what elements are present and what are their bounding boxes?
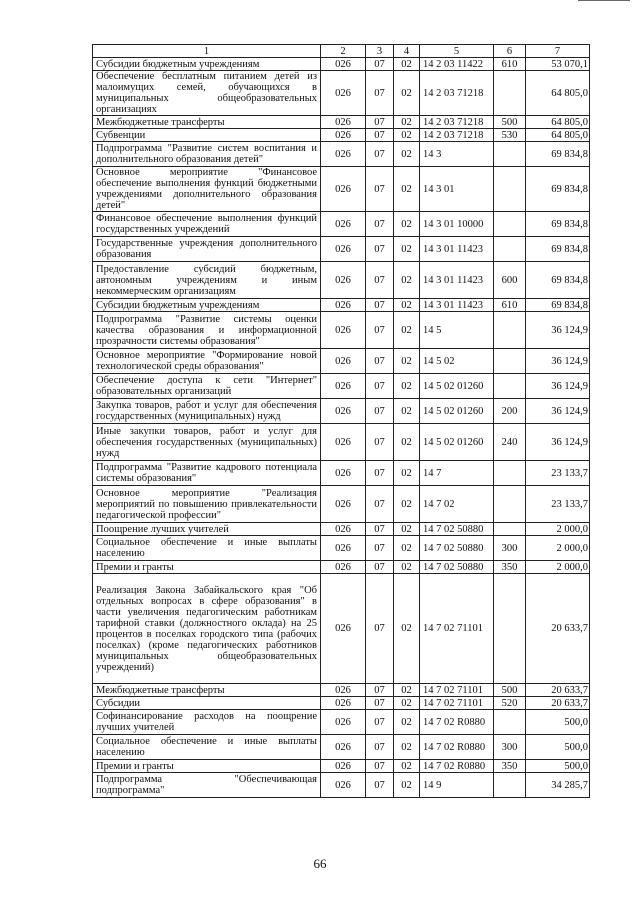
row-ministry: 026 xyxy=(321,212,366,237)
row-section: 07 xyxy=(366,523,394,536)
row-amount: 53 070,1 xyxy=(526,58,590,71)
row-target-article: 14 7 02 71101 xyxy=(420,684,494,697)
header-cell-7: 7 xyxy=(526,45,590,58)
row-amount: 2 000,0 xyxy=(526,536,590,561)
row-amount: 69 834,8 xyxy=(526,262,590,299)
row-amount: 2 000,0 xyxy=(526,523,590,536)
row-subsection: 02 xyxy=(394,486,420,523)
header-cell-5: 5 xyxy=(420,45,494,58)
budget-table xyxy=(92,44,590,798)
table-row xyxy=(93,142,590,167)
table-row xyxy=(93,58,590,71)
row-expense-type: 610 xyxy=(494,58,526,71)
row-expense-type: 500 xyxy=(494,684,526,697)
table-row xyxy=(93,773,590,798)
table-row xyxy=(93,349,590,374)
table-row xyxy=(93,424,590,461)
row-subsection: 02 xyxy=(394,116,420,129)
row-name: Подпрограмма "Обеспечивающая подпрограмма" xyxy=(93,773,321,798)
row-expense-type xyxy=(494,374,526,399)
row-ministry: 026 xyxy=(321,574,366,684)
row-ministry: 026 xyxy=(321,116,366,129)
row-target-article: 14 3 01 10000 xyxy=(420,212,494,237)
row-subsection: 02 xyxy=(394,374,420,399)
row-ministry: 026 xyxy=(321,399,366,424)
table-row xyxy=(93,312,590,349)
row-section: 07 xyxy=(366,399,394,424)
row-name: Субсидии бюджетным учреждениям xyxy=(93,299,321,312)
row-amount: 20 633,7 xyxy=(526,697,590,710)
row-amount: 23 133,7 xyxy=(526,486,590,523)
row-ministry: 026 xyxy=(321,684,366,697)
row-ministry: 026 xyxy=(321,71,366,116)
row-name: Премии и гранты xyxy=(93,760,321,773)
row-ministry: 026 xyxy=(321,710,366,735)
row-expense-type: 300 xyxy=(494,536,526,561)
table-row xyxy=(93,399,590,424)
row-section: 07 xyxy=(366,58,394,71)
row-name: Обеспечение бесплатным питанием детей из малоимущих семей, обучающихся в муниципальных общеобразовательных организациях xyxy=(93,71,321,116)
row-subsection: 02 xyxy=(394,760,420,773)
row-expense-type xyxy=(494,142,526,167)
row-section: 07 xyxy=(366,237,394,262)
row-subsection: 02 xyxy=(394,167,420,212)
row-amount: 500,0 xyxy=(526,710,590,735)
row-section: 07 xyxy=(366,262,394,299)
row-section: 07 xyxy=(366,486,394,523)
row-subsection: 02 xyxy=(394,684,420,697)
table-row xyxy=(93,461,590,486)
row-ministry: 026 xyxy=(321,58,366,71)
row-target-article: 14 7 02 50880 xyxy=(420,561,494,574)
row-subsection: 02 xyxy=(394,237,420,262)
table-row xyxy=(93,212,590,237)
row-target-article: 14 9 xyxy=(420,773,494,798)
row-subsection: 02 xyxy=(394,262,420,299)
row-amount: 36 124,9 xyxy=(526,424,590,461)
row-ministry: 026 xyxy=(321,262,366,299)
row-ministry: 026 xyxy=(321,424,366,461)
row-amount: 64 805,0 xyxy=(526,71,590,116)
row-target-article: 14 7 02 71101 xyxy=(420,574,494,684)
row-target-article: 14 3 xyxy=(420,142,494,167)
row-section: 07 xyxy=(366,71,394,116)
row-name: Закупка товаров, работ и услуг для обеспечения государственных (муниципальных) нужд xyxy=(93,399,321,424)
row-amount: 23 133,7 xyxy=(526,461,590,486)
row-expense-type: 240 xyxy=(494,424,526,461)
header-cell-3: 3 xyxy=(366,45,394,58)
row-target-article: 14 7 xyxy=(420,461,494,486)
row-target-article: 14 7 02 71101 xyxy=(420,697,494,710)
row-ministry: 026 xyxy=(321,523,366,536)
row-amount: 500,0 xyxy=(526,735,590,760)
row-expense-type xyxy=(494,349,526,374)
row-amount: 69 834,8 xyxy=(526,167,590,212)
row-section: 07 xyxy=(366,684,394,697)
row-subsection: 02 xyxy=(394,773,420,798)
row-name: Поощрение лучших учителей xyxy=(93,523,321,536)
row-section: 07 xyxy=(366,461,394,486)
row-subsection: 02 xyxy=(394,312,420,349)
row-expense-type: 600 xyxy=(494,262,526,299)
row-name: Премии и гранты xyxy=(93,561,321,574)
row-expense-type xyxy=(494,773,526,798)
row-name: Межбюджетные трансферты xyxy=(93,684,321,697)
row-target-article: 14 7 02 R0880 xyxy=(420,760,494,773)
row-ministry: 026 xyxy=(321,312,366,349)
table-row xyxy=(93,523,590,536)
row-name: Подпрограмма "Развитие системы оценки качества образования и информационной прозрачности системы образования" xyxy=(93,312,321,349)
row-name: Финансовое обеспечение выполнения функций государственных учреждений xyxy=(93,212,321,237)
row-target-article: 14 7 02 R0880 xyxy=(420,735,494,760)
table-row xyxy=(93,116,590,129)
row-amount: 34 285,7 xyxy=(526,773,590,798)
row-amount: 69 834,8 xyxy=(526,299,590,312)
table-row xyxy=(93,237,590,262)
row-subsection: 02 xyxy=(394,349,420,374)
row-name: Межбюджетные трансферты xyxy=(93,116,321,129)
row-name: Основное мероприятие "Формирование новой технологической среды образования" xyxy=(93,349,321,374)
row-amount: 36 124,9 xyxy=(526,374,590,399)
row-subsection: 02 xyxy=(394,212,420,237)
row-amount: 36 124,9 xyxy=(526,349,590,374)
scan-edge-mark xyxy=(578,0,630,1)
header-cell-4: 4 xyxy=(394,45,420,58)
row-expense-type xyxy=(494,523,526,536)
row-subsection: 02 xyxy=(394,536,420,561)
row-expense-type: 520 xyxy=(494,697,526,710)
row-expense-type: 350 xyxy=(494,760,526,773)
row-section: 07 xyxy=(366,773,394,798)
row-name: Подпрограмма "Развитие систем воспитания и дополнительного образования детей" xyxy=(93,142,321,167)
row-subsection: 02 xyxy=(394,58,420,71)
row-target-article: 14 7 02 50880 xyxy=(420,523,494,536)
row-section: 07 xyxy=(366,561,394,574)
row-expense-type: 350 xyxy=(494,561,526,574)
row-ministry: 026 xyxy=(321,142,366,167)
row-section: 07 xyxy=(366,574,394,684)
table-header-row xyxy=(93,45,590,58)
row-section: 07 xyxy=(366,212,394,237)
row-target-article: 14 7 02 xyxy=(420,486,494,523)
row-section: 07 xyxy=(366,129,394,142)
header-cell-1: 1 xyxy=(93,45,321,58)
row-expense-type xyxy=(494,574,526,684)
row-name: Основное мероприятие "Реализация мероприятий по повышению привлекательности педагогической профессии" xyxy=(93,486,321,523)
row-target-article: 14 2 03 71218 xyxy=(420,116,494,129)
table-row xyxy=(93,735,590,760)
row-ministry: 026 xyxy=(321,129,366,142)
row-section: 07 xyxy=(366,299,394,312)
table-row xyxy=(93,167,590,212)
row-expense-type: 610 xyxy=(494,299,526,312)
row-name: Субсидии бюджетным учреждениям xyxy=(93,58,321,71)
row-name: Социальное обеспечение и иные выплаты населению xyxy=(93,735,321,760)
row-name: Реализация Закона Забайкальского края "Об отдельных вопросах в сфере образования" в части увеличения педагогическим работникам тарифной ставки (должностного оклада) на 25 процентов в поселках городского типа (рабочих поселках) (кроме педагогических работников муниципальных общеобразовательных учреждений) xyxy=(93,574,321,684)
row-section: 07 xyxy=(366,760,394,773)
row-target-article: 14 3 01 11423 xyxy=(420,262,494,299)
row-section: 07 xyxy=(366,697,394,710)
row-expense-type: 530 xyxy=(494,129,526,142)
row-target-article: 14 2 03 71218 xyxy=(420,129,494,142)
row-ministry: 026 xyxy=(321,349,366,374)
row-ministry: 026 xyxy=(321,237,366,262)
table-row xyxy=(93,574,590,684)
row-expense-type xyxy=(494,71,526,116)
row-ministry: 026 xyxy=(321,299,366,312)
row-subsection: 02 xyxy=(394,574,420,684)
row-name: Иные закупки товаров, работ и услуг для обеспечения государственных (муниципальных) нужд xyxy=(93,424,321,461)
row-ministry: 026 xyxy=(321,735,366,760)
row-expense-type xyxy=(494,710,526,735)
table-row xyxy=(93,760,590,773)
row-expense-type xyxy=(494,312,526,349)
row-name: Государственные учреждения дополнительного образования xyxy=(93,237,321,262)
table-row xyxy=(93,129,590,142)
row-expense-type xyxy=(494,486,526,523)
row-section: 07 xyxy=(366,142,394,167)
table-row xyxy=(93,697,590,710)
row-target-article: 14 3 01 11423 xyxy=(420,299,494,312)
table-row xyxy=(93,486,590,523)
row-ministry: 026 xyxy=(321,536,366,561)
row-amount: 500,0 xyxy=(526,760,590,773)
row-target-article: 14 7 02 R0880 xyxy=(420,710,494,735)
row-name: Предоставление субсидий бюджетным, автономным учреждениям и иным некоммерческим организациям xyxy=(93,262,321,299)
row-amount: 36 124,9 xyxy=(526,399,590,424)
row-subsection: 02 xyxy=(394,299,420,312)
table-row xyxy=(93,71,590,116)
row-amount: 69 834,8 xyxy=(526,212,590,237)
row-subsection: 02 xyxy=(394,424,420,461)
row-amount: 2 000,0 xyxy=(526,561,590,574)
row-ministry: 026 xyxy=(321,461,366,486)
row-name: Социальное обеспечение и иные выплаты населению xyxy=(93,536,321,561)
row-target-article: 14 2 03 11422 xyxy=(420,58,494,71)
row-target-article: 14 3 01 xyxy=(420,167,494,212)
row-target-article: 14 7 02 50880 xyxy=(420,536,494,561)
row-ministry: 026 xyxy=(321,561,366,574)
row-ministry: 026 xyxy=(321,760,366,773)
row-expense-type: 500 xyxy=(494,116,526,129)
row-name: Субвенции xyxy=(93,129,321,142)
row-subsection: 02 xyxy=(394,71,420,116)
row-name: Субсидии xyxy=(93,697,321,710)
row-section: 07 xyxy=(366,374,394,399)
row-expense-type: 300 xyxy=(494,735,526,760)
row-name: Софинансирование расходов на поощрение лучших учителей xyxy=(93,710,321,735)
table-row xyxy=(93,536,590,561)
table-row xyxy=(93,710,590,735)
table-body xyxy=(93,45,590,798)
row-section: 07 xyxy=(366,349,394,374)
row-section: 07 xyxy=(366,167,394,212)
row-amount: 64 805,0 xyxy=(526,116,590,129)
header-cell-2: 2 xyxy=(321,45,366,58)
row-subsection: 02 xyxy=(394,129,420,142)
row-ministry: 026 xyxy=(321,697,366,710)
row-amount: 20 633,7 xyxy=(526,684,590,697)
row-ministry: 026 xyxy=(321,773,366,798)
row-target-article: 14 5 xyxy=(420,312,494,349)
row-name: Подпрограмма "Развитие кадрового потенциала системы образования" xyxy=(93,461,321,486)
row-target-article: 14 3 01 11423 xyxy=(420,237,494,262)
row-subsection: 02 xyxy=(394,461,420,486)
row-expense-type: 200 xyxy=(494,399,526,424)
row-target-article: 14 5 02 01260 xyxy=(420,399,494,424)
table-row xyxy=(93,561,590,574)
page-number: 66 xyxy=(313,856,327,871)
row-expense-type xyxy=(494,461,526,486)
row-subsection: 02 xyxy=(394,142,420,167)
row-subsection: 02 xyxy=(394,735,420,760)
row-section: 07 xyxy=(366,735,394,760)
row-target-article: 14 5 02 01260 xyxy=(420,374,494,399)
row-name: Обеспечение доступа к сети "Интернет" образовательных организаций xyxy=(93,374,321,399)
row-expense-type xyxy=(494,237,526,262)
table-row xyxy=(93,684,590,697)
table-row xyxy=(93,299,590,312)
row-section: 07 xyxy=(366,424,394,461)
row-target-article: 14 5 02 xyxy=(420,349,494,374)
row-subsection: 02 xyxy=(394,399,420,424)
table-row xyxy=(93,374,590,399)
row-expense-type xyxy=(494,212,526,237)
header-cell-6: 6 xyxy=(494,45,526,58)
row-amount: 69 834,8 xyxy=(526,142,590,167)
row-subsection: 02 xyxy=(394,710,420,735)
row-subsection: 02 xyxy=(394,523,420,536)
row-amount: 20 633,7 xyxy=(526,574,590,684)
row-subsection: 02 xyxy=(394,697,420,710)
row-name: Основное мероприятие "Финансовое обеспечение выполнения функций бюджетными учреждениями дополнительного образования детей" xyxy=(93,167,321,212)
row-amount: 36 124,9 xyxy=(526,312,590,349)
row-section: 07 xyxy=(366,312,394,349)
row-amount: 69 834,8 xyxy=(526,237,590,262)
row-expense-type xyxy=(494,167,526,212)
table-row xyxy=(93,262,590,299)
row-section: 07 xyxy=(366,536,394,561)
row-ministry: 026 xyxy=(321,374,366,399)
row-amount: 64 805,0 xyxy=(526,129,590,142)
row-subsection: 02 xyxy=(394,561,420,574)
row-section: 07 xyxy=(366,116,394,129)
row-section: 07 xyxy=(366,710,394,735)
row-ministry: 026 xyxy=(321,167,366,212)
row-ministry: 026 xyxy=(321,486,366,523)
row-target-article: 14 5 02 01260 xyxy=(420,424,494,461)
row-target-article: 14 2 03 71218 xyxy=(420,71,494,116)
